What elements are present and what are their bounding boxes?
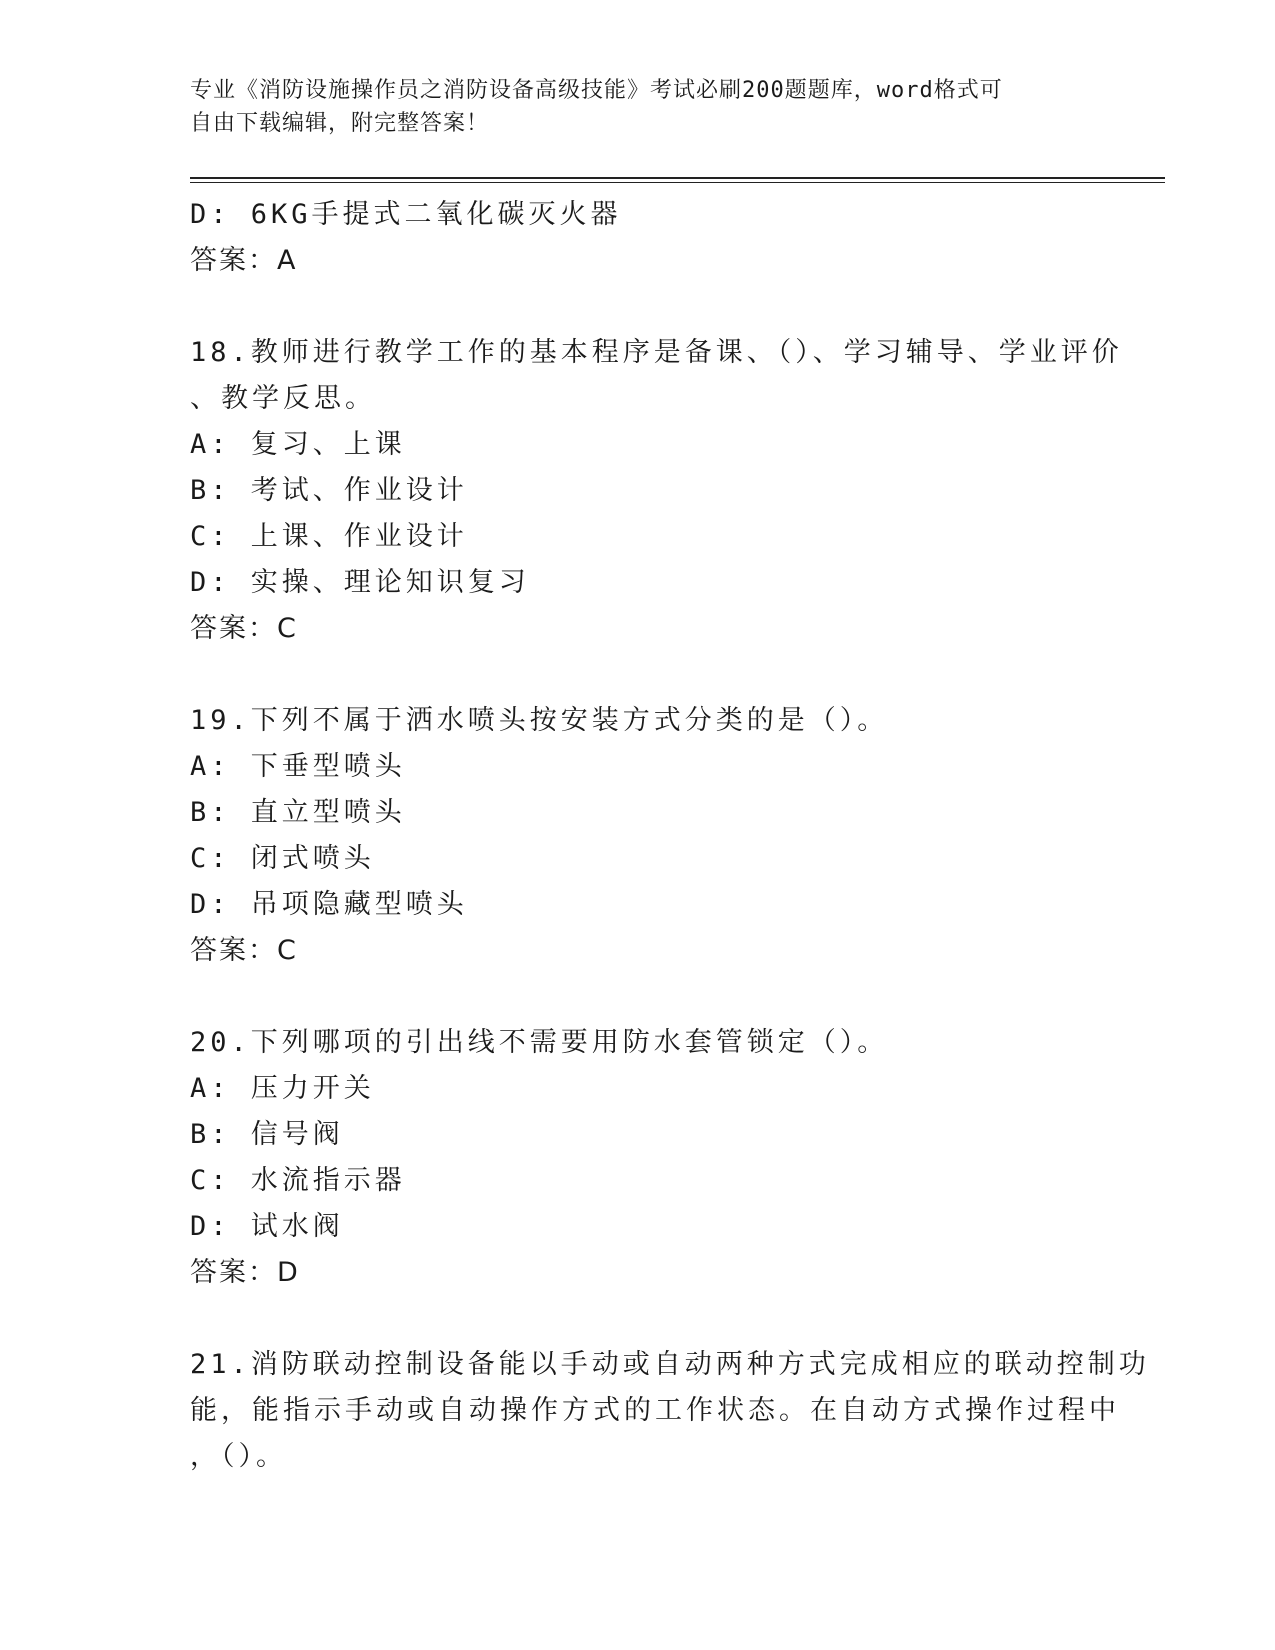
option-c: C: 上课、作业设计	[190, 521, 468, 552]
option-b: B: 考试、作业设计	[190, 475, 468, 506]
answer-label: 答案：C	[190, 935, 298, 966]
question-stem: 18.教师进行教学工作的基本程序是备课、（）、学习辅导、学业评价	[190, 337, 1123, 368]
document-header	[190, 74, 1090, 140]
question-17-tail	[190, 192, 1090, 284]
header-divider-thick	[190, 177, 1165, 179]
answer-label: 答案：C	[190, 613, 298, 644]
answer-label: 答案：D	[190, 1257, 300, 1288]
question-stem: 20.下列哪项的引出线不需要用防水套管锁定（）。	[190, 1027, 889, 1058]
question-20	[190, 1020, 1090, 1296]
option-a: A: 压力开关	[190, 1073, 375, 1104]
header-line-1: 专业《消防设施操作员之消防设备高级技能》考试必刷200题题库，word格式可	[190, 78, 1003, 103]
option-b: B: 信号阀	[190, 1119, 344, 1150]
option-c: C: 水流指示器	[190, 1165, 406, 1196]
header-divider-thin	[190, 182, 1165, 183]
question-stem-cont: 能，能指示手动或自动操作方式的工作状态。在自动方式操作过程中	[190, 1395, 1120, 1426]
question-stem: 21.消防联动控制设备能以手动或自动两种方式完成相应的联动控制功	[190, 1349, 1150, 1380]
option-d: D: 实操、理论知识复习	[190, 567, 530, 598]
option-a: A: 下垂型喷头	[190, 751, 406, 782]
option-c: C: 闭式喷头	[190, 843, 375, 874]
question-stem-cont: 、教学反思。	[190, 383, 376, 414]
question-19	[190, 698, 1090, 974]
question-content	[190, 192, 1150, 1480]
answer-label: 答案：A	[190, 245, 298, 276]
option-b: B: 直立型喷头	[190, 797, 406, 828]
option-d: D: 试水阀	[190, 1211, 344, 1242]
option-d: D: 吊项隐藏型喷头	[190, 889, 468, 920]
question-18	[190, 330, 1123, 652]
question-stem-cont: ，（）。	[190, 1441, 287, 1472]
question-21	[190, 1342, 1150, 1480]
option-d: D: 6KG手提式二氧化碳灭火器	[190, 199, 622, 230]
option-a: A: 复习、上课	[190, 429, 406, 460]
header-line-2: 自由下载编辑，附完整答案！	[190, 111, 490, 136]
question-stem: 19.下列不属于洒水喷头按安装方式分类的是（）。	[190, 705, 889, 736]
